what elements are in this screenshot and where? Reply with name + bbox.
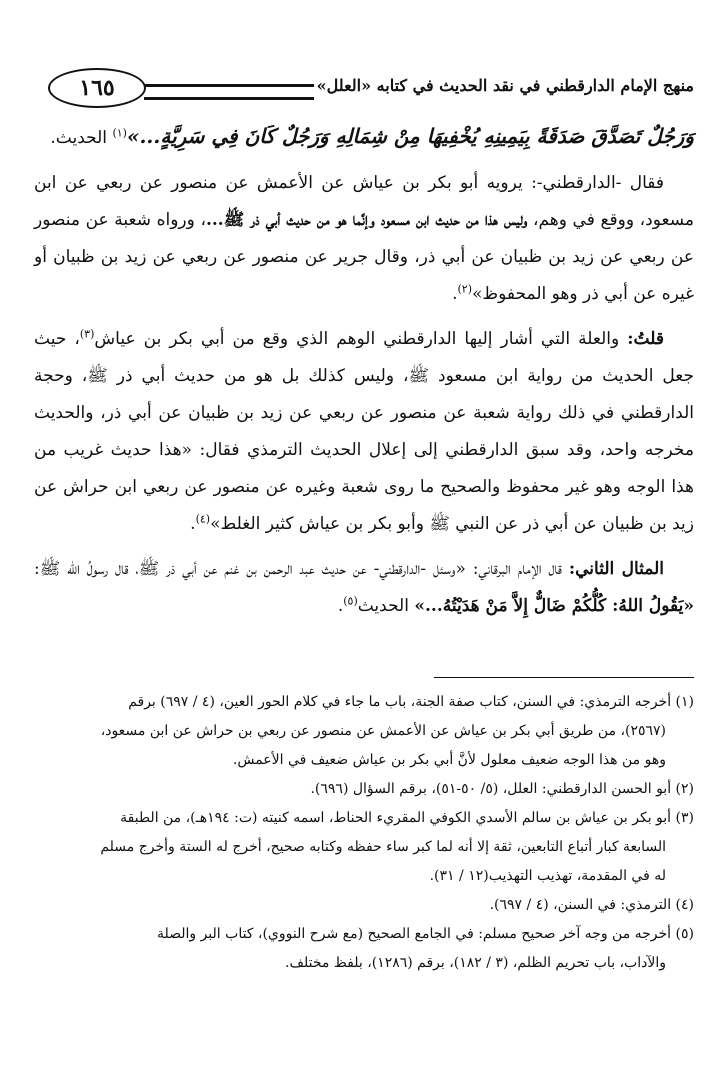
- paragraph-example-two: المثال الثاني: قال الإمام البرقاني: «وسئل -الدارقطني- عن حديث عبد الرحمن بن غنم عن أبي ذر ﷺ، قال رسولُ الله ﷺ: «يَقُولُ اللهُ: كُلُّكُمْ ضَالٌّ إِلاَّ مَنْ هَدَيْتُهُ...» الحديث$^{(٥)}$.: [34, 559, 694, 616]
- paragraph-hadith-end: [34, 118, 694, 157]
- paragraph-qultu: قلتُ: والعلة التي أشار إليها الدارقطني الوهم الذي وقع من أبي بكر بن عياش$^{(٣)}$، حيث جعل الحديث من رواية ابن مسعود ﷺ، وليس كذلك بل هو من حديث أبي ذر ﷺ، وحجة الدارقطني في ذلك رواية شعبة عن منصور عن ربعي عن زيد بن ظبيان عن أبي ذر، والحديث مخرجه واحد، وقد سبق الدارقطني إلى إعلال الحديث الترمذي فقال: «هذا حديث غريب من هذا الوجه وهو غير محفوظ والصحيح ما روى شعبة وغيره عن منصور عن ربعي ابن حراش عن زيد بن ظبيان عن أبي ذر عن النبي ﷺ وأبو بكر بن عياش كثير الغلط»$^{(٤)}$.: [34, 327, 694, 534]
- paragraph-text: فقال -الدارقطني-: يرويه أبو بكر بن عياش عن الأعمش عن منصور عن ربعي عن ابن مسعود، ووقع في وهم،: [34, 173, 694, 230]
- footnote-2: (٢) أبو الحسن الدارقطني: العلل، (٥/ ٥٠-٥١)، برقم السؤال (٦٩٦).: [310, 781, 694, 797]
- footnote-ref: (٢): [457, 282, 473, 296]
- main-text: [34, 118, 694, 633]
- paragraph-text-cont: ، حيث جعل الحديث من رواية ابن مسعود ﷺ، وليس كذلك بل هو من حديث أبي ذر ﷺ، وحجة الدارقطني في ذلك رواية شعبة عن منصور عن ربعي عن زيد بن ظبيان عن أبي ذر، والحديث مخرجه واحد، وقد سبق الدارقطني إلى إعلال الحديث الترمذي فقال: «هذا حديث غريب من هذا الوجه وهو غير محفوظ والصحيح ما روى شعبة وغيره عن منصور عن ربعي ابن حراش عن زيد بن ظبيان عن أبي ذر عن النبي ﷺ وأبو بكر بن عياش كثير الغلط»: [34, 329, 694, 534]
- hadith-quote: وَرَجُلٌ تَصَدَّقَ صَدَقَةً بِيَمِينِهِ يُخْفِيهَا مِنْ شِمَالِهِ وَرَجُلٌ كَانَ فِي سَرِيَّةٍ...»: [126, 124, 694, 148]
- hadith-tail: الحديث: [357, 596, 415, 616]
- footnote-ref: (٥): [343, 594, 358, 608]
- paragraph-emphasis: وليس هذا من حديث ابن مسعود وإنَّما هو من حديث أبي ذر ﷺ...: [205, 210, 528, 230]
- footnote-5: (٥) أخرجه من وجه آخر صحيح مسلم: في الجامع الصحيح (مع شرح النووي)، كتاب البر والصلة: [156, 926, 694, 942]
- running-title: منهج الإمام الدارقطني في نقد الحديث في كتابه «العلل»: [316, 76, 694, 95]
- example-label: المثال الثاني:: [568, 559, 664, 579]
- footnote-5-cont: والآداب، باب تحريم الظلم، (٣ / ١٨٢)، برقم (١٢٨٦)، بلفظ مختلف.: [285, 955, 666, 971]
- paragraph-daraqutni: فقال -الدارقطني-: يرويه أبو بكر بن عياش عن الأعمش عن منصور عن ربعي عن ابن مسعود، ووقع في وهم، وليس هذا من حديث ابن مسعود وإنَّما هو من حديث أبي ذر ﷺ...، ورواه شعبة عن منصور عن ربعي عن زيد بن ظبيان عن أبي ذر، وقال جرير عن منصور عن ربعي عن زيد بن ظبيان أو غيره عن أبي ذر وهو المحفوظ»$^{(٢)}$.: [34, 173, 694, 304]
- footnote-divider: [434, 677, 694, 678]
- footnote-1: (١) أخرجه الترمذي: في السنن، كتاب صفة الجنة، باب ما جاء في كلام الحور العين، (٤ / ٦٩٧) برقم: [128, 694, 694, 710]
- footnote-1-cont: وهو من هذا الوجه ضعيف معلول لأنَّ أبي بكر بن عياش ضعيف في الأعمش.: [232, 752, 666, 768]
- header-rule: [144, 84, 314, 100]
- footnote-4: (٤) الترمذي: في السنن، (٤ / ٦٩٧).: [489, 897, 694, 913]
- footnotes: [34, 688, 694, 978]
- page-header: [34, 66, 694, 106]
- footnote-1-cont: (٢٥٦٧)، من طريق أبي بكر بن عياش عن الأعمش عن منصور عن ربعي بن حراش عن ابن مسعود،: [100, 723, 666, 739]
- paragraph-text: قال الإمام البرقاني: «وسئل -الدارقطني- عن حديث عبد الرحمن بن غنم عن أبي ذر ﷺ، قال رسولُ الله ﷺ:: [34, 559, 569, 579]
- footnote-ref: (١): [112, 126, 127, 140]
- paragraph-text: والعلة التي أشار إليها الدارقطني الوهم الذي وقع من أبي بكر بن عياش: [94, 329, 628, 349]
- footnote-ref: (٣): [79, 327, 95, 341]
- page-number: ١٦٥: [48, 68, 146, 108]
- qultu-label: قلتُ:: [627, 329, 664, 349]
- hadith-quote: «يَقُولُ اللهُ: كُلُّكُمْ ضَالٌّ إِلاَّ مَنْ هَدَيْتُهُ...»: [414, 596, 694, 616]
- footnote-3: (٣) أبو بكر بن عياش بن سالم الأسدي الكوفي المقريء الحناط، اسمه كنيته (ت: ١٩٤هـ)، من الطبقة: [120, 810, 694, 826]
- footnote-3-cont: السابعة كبار أتباع التابعين، ثقة إلا أنه لما كبر ساء حفظه وكتابه صحيح، أخرج له الستة وأخرج مسلم: [100, 839, 666, 855]
- footnote-3-cont: له في المقدمة، تهذيب التهذيب(١٢ / ٣١).: [429, 868, 666, 884]
- footnote-ref: (٤): [195, 512, 211, 526]
- paragraph-text-cont: ، ورواه شعبة عن منصور عن ربعي عن زيد بن ظبيان عن أبي ذر، وقال جرير عن منصور عن ربعي عن زيد بن ظبيان أو غيره عن أبي ذر وهو المحفوظ»: [34, 210, 694, 304]
- page: [34, 0, 694, 1088]
- hadith-tail: الحديث.: [50, 128, 113, 148]
